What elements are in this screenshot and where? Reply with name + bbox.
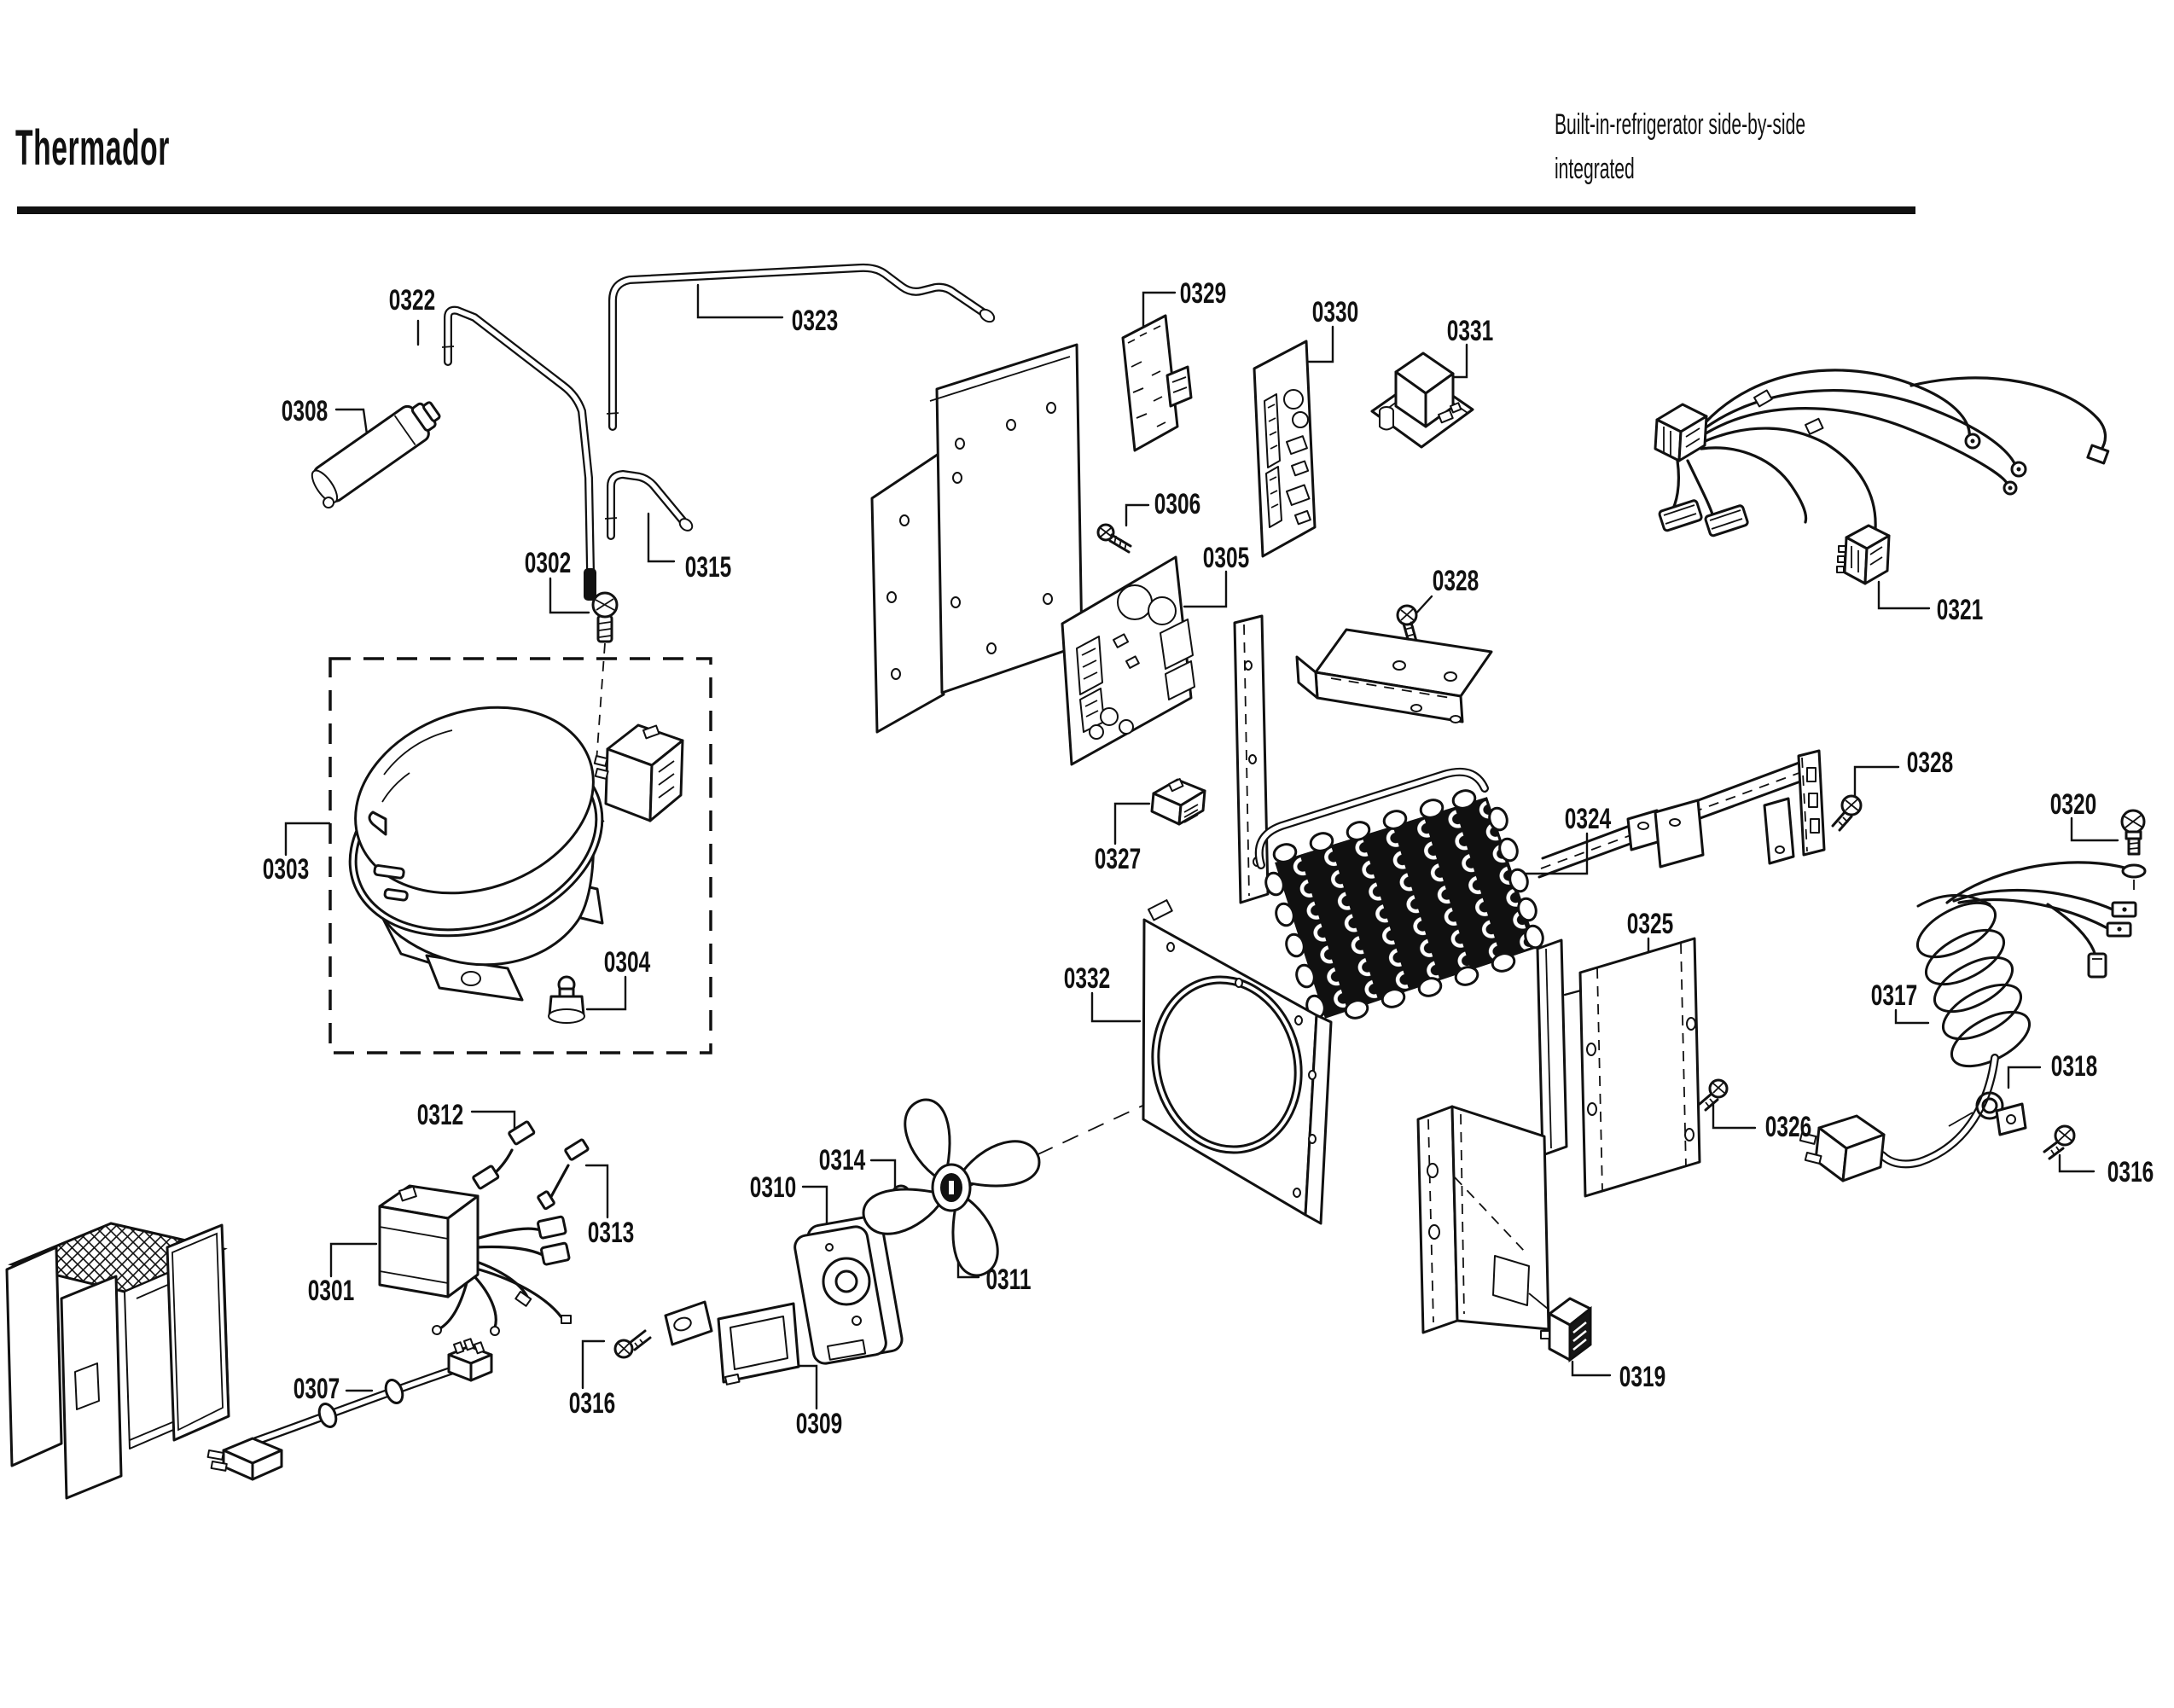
leader-0319 bbox=[1572, 1362, 1610, 1375]
transformer-0301 bbox=[380, 1186, 571, 1335]
screw-0320 bbox=[2122, 810, 2145, 896]
callout-0315: 0315 bbox=[684, 551, 732, 584]
leader-0327 bbox=[1115, 804, 1149, 844]
callout-0316-right: 0316 bbox=[2107, 1156, 2154, 1189]
leader-0304 bbox=[587, 977, 625, 1009]
callout-0324: 0324 bbox=[1564, 803, 1612, 836]
leader-0316-right bbox=[2060, 1155, 2094, 1171]
callout-0304: 0304 bbox=[603, 946, 651, 979]
callout-0314: 0314 bbox=[818, 1144, 866, 1177]
compressor-grommet-0304 bbox=[549, 977, 584, 1023]
callout-0321: 0321 bbox=[1936, 594, 1984, 627]
compressor-start-relay bbox=[595, 725, 683, 821]
callout-0320: 0320 bbox=[2049, 788, 2097, 822]
callout-0325: 0325 bbox=[1626, 908, 1674, 941]
condenser-top-bracket bbox=[1297, 630, 1491, 723]
callout-0331: 0331 bbox=[1446, 315, 1494, 348]
callout-0327: 0327 bbox=[1094, 843, 1142, 876]
back-mounting-panel bbox=[872, 345, 1082, 732]
callout-0307: 0307 bbox=[293, 1373, 340, 1406]
leader-0323 bbox=[698, 285, 782, 317]
callout-0329: 0329 bbox=[1179, 277, 1227, 311]
leader-0310 bbox=[803, 1187, 827, 1223]
tube-0322 bbox=[442, 311, 596, 601]
callout-0308: 0308 bbox=[281, 395, 328, 428]
pcb-0329 bbox=[1123, 316, 1191, 450]
leader-0303 bbox=[286, 823, 329, 855]
leader-0321 bbox=[1879, 582, 1929, 608]
leader-0312 bbox=[472, 1112, 514, 1136]
pcb-0330 bbox=[1254, 341, 1315, 556]
harness-0307 bbox=[208, 1339, 491, 1479]
module-0331 bbox=[1372, 353, 1473, 447]
compressor bbox=[324, 677, 628, 1000]
spacer-strip-0325 bbox=[1537, 940, 1567, 1155]
callout-0317: 0317 bbox=[1870, 979, 1918, 1013]
wiring-harness-0321 bbox=[1655, 370, 2108, 584]
brand-title: Thermador bbox=[15, 120, 170, 176]
leader-0314 bbox=[871, 1160, 895, 1188]
subtitle-line2: integrated bbox=[1555, 153, 1635, 185]
callout-0316-left: 0316 bbox=[568, 1387, 616, 1420]
callout-0323: 0323 bbox=[791, 305, 839, 338]
callout-0301: 0301 bbox=[307, 1275, 355, 1308]
leader-0326 bbox=[1713, 1102, 1755, 1128]
leader-0328b bbox=[1855, 767, 1898, 796]
leader-0301 bbox=[331, 1244, 376, 1276]
leader-0317 bbox=[1896, 1010, 1928, 1023]
callout-0302: 0302 bbox=[524, 547, 572, 580]
screw-0316-right bbox=[2044, 1126, 2074, 1159]
leader-0306 bbox=[1126, 505, 1148, 526]
jumper-wire-0312 bbox=[473, 1121, 535, 1188]
callout-0305: 0305 bbox=[1202, 542, 1250, 575]
leader-0318 bbox=[2008, 1067, 2040, 1088]
subtitle-line1: Built-in-refrigerator side-by-side bbox=[1555, 108, 1806, 141]
jumper-wire-0313 bbox=[538, 1139, 589, 1209]
leader-0313 bbox=[586, 1165, 607, 1217]
leader-0305 bbox=[1184, 572, 1226, 607]
screw-0302 bbox=[593, 593, 617, 642]
screw-0328-right bbox=[1833, 796, 1861, 830]
side-panel bbox=[1580, 938, 1700, 1196]
callout-0311: 0311 bbox=[985, 1264, 1032, 1297]
switch-support-bracket bbox=[1418, 1107, 1549, 1333]
callout-0319: 0319 bbox=[1619, 1361, 1666, 1394]
callout-0330: 0330 bbox=[1311, 296, 1359, 329]
callout-0328-right: 0328 bbox=[1906, 747, 1954, 780]
callout-0332: 0332 bbox=[1063, 962, 1111, 996]
callout-0310: 0310 bbox=[749, 1171, 797, 1205]
leader-0315 bbox=[648, 514, 674, 561]
cord-clamp-0318 bbox=[1949, 1093, 2026, 1135]
callout-0326: 0326 bbox=[1764, 1111, 1812, 1144]
leader-0302 bbox=[550, 578, 589, 613]
callout-0313: 0313 bbox=[587, 1217, 635, 1250]
power-cord-0317 bbox=[1800, 863, 2136, 1181]
refrigerator-cabinet bbox=[7, 1223, 229, 1498]
leader-0332 bbox=[1092, 993, 1140, 1021]
callout-0303: 0303 bbox=[262, 853, 310, 886]
motor-bracket-0309 bbox=[666, 1302, 799, 1385]
leader-0316-left bbox=[583, 1341, 604, 1388]
screw-0302-guide-line bbox=[596, 643, 605, 762]
callout-0328-upper: 0328 bbox=[1432, 565, 1479, 598]
callout-0322: 0322 bbox=[388, 284, 436, 317]
callout-0309: 0309 bbox=[795, 1408, 843, 1441]
tube-0315 bbox=[605, 474, 695, 536]
callout-0318: 0318 bbox=[2050, 1050, 2098, 1083]
callout-0306: 0306 bbox=[1154, 488, 1201, 521]
screw-0306 bbox=[1098, 525, 1131, 552]
relay-0327 bbox=[1152, 779, 1205, 824]
condenser-coil bbox=[1259, 772, 1546, 1021]
leader-0320 bbox=[2072, 818, 2118, 840]
screw-0316-left bbox=[615, 1331, 650, 1357]
callout-0312: 0312 bbox=[416, 1099, 464, 1132]
leader-0309 bbox=[793, 1366, 817, 1409]
leader-0330 bbox=[1309, 327, 1333, 362]
